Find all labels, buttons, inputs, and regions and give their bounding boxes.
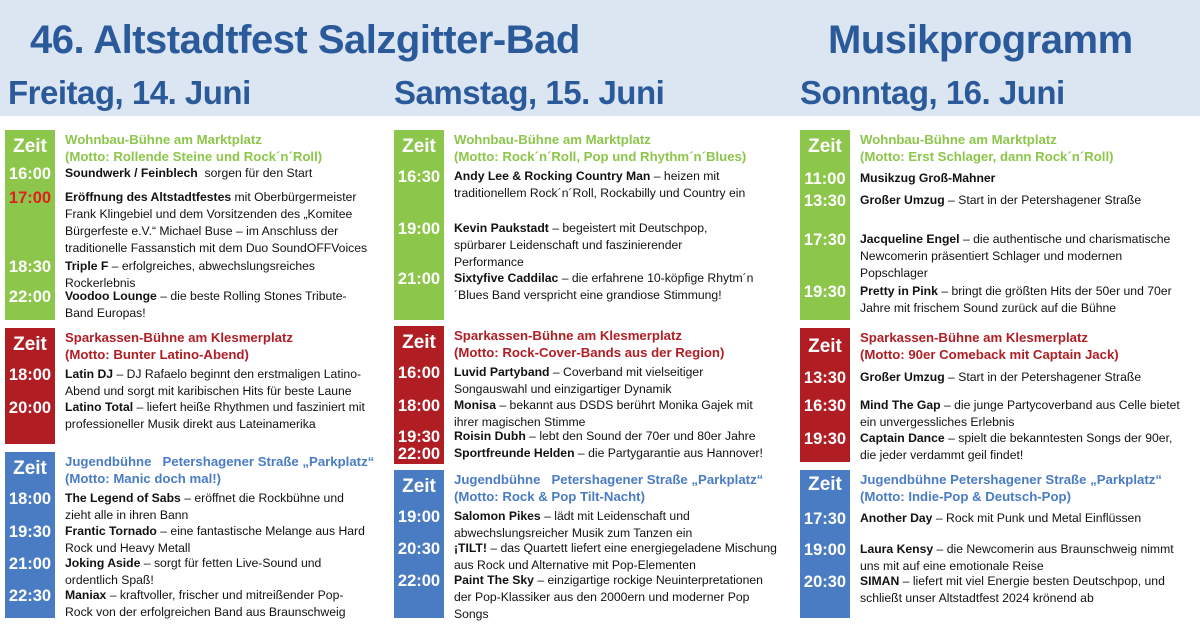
event-act: Sportfreunde Helden (454, 446, 575, 460)
event-text: – kraftvoller, frischer und mitreißender Pop-Rock von der erfolgreichen Band aus Braunschweig (65, 588, 346, 619)
event-description (860, 283, 1180, 317)
stage-name: Sparkassen-Bühne am Klesmerplatz (454, 328, 682, 343)
event-text: – die Newcomerin aus Braunschweig nimmt uns mit auf eine emotionale Reise (860, 542, 1174, 573)
stage-motto: (Motto: Rock-Cover-Bands aus der Region) (454, 345, 725, 360)
event-text: – spielt die bekanntesten Songs der 90er, die jeder verdammt geil findet! (860, 431, 1173, 462)
stage-motto: (Motto: Rollende Steine und Rock´n´Roll) (65, 149, 323, 164)
event-text: – einzigartige rockige Neuinterpretationen der Pop-Klassiker aus den 2000ern und moderner Pop Songs (454, 573, 763, 621)
day-title-sunday: Sonntag, 16. Juni (800, 74, 1065, 111)
event-text: – lädt mit Leidenschaft und abwechslungsreicher Musik zum Tanzen ein (454, 509, 693, 540)
event-description (860, 170, 1180, 187)
event-time: 19:30 (803, 283, 847, 301)
stage-motto: (Motto: Erst Schlager, dann Rock´n´Roll) (860, 149, 1114, 164)
event-act: Musikzug Groß-Mahner (860, 171, 996, 185)
stage-name: Jugendbühne Petershagener Straße „Parkplatz“ (65, 454, 375, 469)
event-act: Großer Umzug (860, 370, 945, 384)
event-text: – lebt den Sound der 70er und 80er Jahre (529, 429, 756, 443)
event-description (454, 540, 784, 574)
event-text: mit Oberbürgermeister Frank Klingebiel und dem Vorsitzenden des „Komitee Bürgerfeste e.V.“ Michael Buse – im Anschluss der traditionelle Fassanstich mit dem Duo SoundOFFVoices (65, 190, 368, 255)
event-text: – das Quartett liefert eine energiegeladene Mischung aus Rock und Alternative mit Pop-Elementen (454, 541, 777, 572)
zeit-header: Zeit (402, 476, 436, 497)
event-act: Pretty in Pink (860, 284, 938, 298)
event-text: – bringt die größten Hits der 50er und 70er Jahre mit frischem Sound zurück auf die Bühne (860, 284, 1172, 315)
event-time: 11:00 (804, 170, 846, 188)
event-act: Sixtyfive Caddilac (454, 271, 559, 285)
event-act: Salomon Pikes (454, 509, 541, 523)
event-time: 22:00 (397, 572, 441, 590)
event-act: Frantic Tornado (65, 524, 157, 538)
zeit-header: Zeit (402, 136, 436, 157)
event-act: Luvid Partyband (454, 365, 550, 379)
event-act: ¡TILT! (454, 541, 487, 555)
event-description (65, 189, 383, 257)
event-description (454, 508, 754, 542)
stage-name: Sparkassen-Bühne am Klesmerplatz (860, 330, 1088, 345)
stage-name: Wohnbau-Bühne am Marktplatz (454, 132, 651, 147)
event-text: – DJ Rafaelo beginnt den erstmaligen Latino-Abend und sorgt mit karibischen Hits für beste Laune (65, 367, 362, 398)
event-act: Another Day (860, 511, 933, 525)
event-description (65, 288, 365, 322)
event-description (65, 587, 370, 621)
event-time: 19:00 (397, 508, 441, 526)
stage-block-jugend (800, 470, 1192, 618)
event-description (454, 428, 784, 445)
event-time: 16:30 (803, 397, 847, 415)
zeit-header: Zeit (808, 474, 842, 495)
event-text: sorgen für den Start (204, 166, 313, 180)
event-text: – die Partygarantie aus Hannover! (577, 446, 763, 460)
zeit-header: Zeit (808, 336, 842, 357)
page-title: 46. Altstadtfest Salzgitter-Bad (30, 18, 580, 62)
event-act: Latin DJ (65, 367, 114, 381)
stage-name: Wohnbau-Bühne am Marktplatz (860, 132, 1057, 147)
event-time: 17:00 (8, 189, 52, 207)
stage-name: Jugendbühne Petershagener Straße „Parkplatz“ (454, 472, 764, 487)
event-description (65, 555, 355, 589)
event-time: 22:00 (8, 288, 52, 306)
event-description (860, 231, 1180, 282)
event-act: SIMAN (860, 574, 900, 588)
event-description (860, 510, 1180, 527)
event-time: 16:00 (8, 165, 52, 183)
event-text: – Rock mit Punk und Metal Einflüssen (935, 511, 1142, 525)
event-time: 18:00 (8, 490, 52, 508)
event-time: 17:30 (803, 510, 847, 528)
event-time: 19:30 (8, 523, 52, 541)
event-description (454, 572, 779, 623)
event-description (454, 364, 754, 398)
event-description (454, 445, 784, 462)
event-text: – Start in der Petershagener Straße (948, 370, 1142, 384)
event-description (860, 397, 1182, 431)
stage-motto: (Motto: Rock´n´Roll, Pop und Rhythm´n´Blues) (454, 149, 747, 164)
stage-block-wohnbau (5, 130, 390, 320)
event-act: Monisa (454, 398, 496, 412)
event-text: – Coverband mit vielseitiger Songauswahl und einzigartiger Dynamik (454, 365, 704, 396)
event-time: 22:30 (8, 587, 52, 605)
event-description (860, 541, 1180, 575)
event-act: The Legend of Sabs (65, 491, 181, 505)
event-description (454, 220, 744, 271)
event-description (65, 399, 375, 433)
event-time: 19:30 (803, 430, 847, 448)
event-time: 19:30 (397, 428, 441, 446)
event-act: Mind The Gap (860, 398, 941, 412)
event-text: – die authentische und charismatische Newcomerin präsentiert Schlager und modernen Popschlager (860, 232, 1171, 280)
stage-block-jugend (5, 452, 390, 618)
event-time: 19:00 (803, 541, 847, 559)
event-text: – eröffnet die Rockbühne und zieht alle in ihren Bann (65, 491, 344, 522)
event-text: – heizen mit traditionellem Rock´n´Roll, Rockabilly und Country ein (454, 169, 746, 200)
event-description (65, 523, 370, 557)
event-act: Großer Umzug (860, 193, 945, 207)
zeit-header: Zeit (808, 136, 842, 157)
stage-name: Sparkassen-Bühne am Klesmerplatz (65, 330, 293, 345)
event-act: Eröffnung des Altstadtfestes (65, 190, 232, 204)
event-time: 13:30 (803, 369, 847, 387)
day-title-friday: Freitag, 14. Juni (8, 74, 251, 111)
event-act: Soundwerk / Feinblech (65, 166, 198, 180)
event-description (454, 397, 764, 431)
event-act: Paint The Sky (454, 573, 534, 587)
stage-block-wohnbau (800, 130, 1192, 320)
stage-block-wohnbau (394, 130, 789, 320)
event-time: 21:00 (8, 555, 52, 573)
event-act: Voodoo Lounge (65, 289, 157, 303)
event-time: 16:00 (397, 364, 441, 382)
stage-block-jugend (394, 470, 789, 621)
event-text: – liefert heiße Rhythmen und fasziniert mit professioneller Musik direkt aus Lateinamerika (65, 400, 365, 431)
zeit-header: Zeit (402, 332, 436, 353)
event-time: 17:30 (803, 231, 847, 249)
event-description (860, 430, 1182, 464)
event-act: Joking Aside (65, 556, 141, 570)
event-time: 20:00 (8, 399, 52, 417)
event-text: – sorgt für fetten Live-Sound und ordentlich Spaß! (65, 556, 322, 587)
event-act: Triple F (65, 259, 109, 273)
event-text: – eine fantastische Melange aus Hard Rock und Heavy Metall (65, 524, 365, 555)
event-time: 21:00 (397, 270, 441, 288)
event-text: – bekannt aus DSDS berührt Monika Gajek mit ihrer magischen Stimme (454, 398, 753, 429)
event-act: Kevin Paukstadt (454, 221, 549, 235)
stage-name: Jugendbühne Petershagener Straße „Parkplatz“ (860, 472, 1162, 487)
event-text: – erfolgreiches, abwechslungsreiches Rockerlebnis (65, 259, 315, 290)
event-time: 19:00 (397, 220, 441, 238)
event-time: 20:30 (397, 540, 441, 558)
event-description (454, 168, 759, 202)
zeit-header: Zeit (13, 458, 47, 479)
event-description (65, 165, 385, 182)
page-subtitle: Musikprogramm (828, 18, 1133, 62)
event-time: 18:00 (397, 397, 441, 415)
event-text: – die junge Partycoverband aus Celle bietet ein unvergessliches Erlebnis (860, 398, 1180, 429)
event-text: – begeistert mit Deutschpop, spürbarer Leidenschaft und faszinierender Performance (454, 221, 708, 269)
event-description (65, 490, 370, 524)
stage-motto: (Motto: Manic doch mal!) (65, 471, 222, 486)
event-text: – die beste Rolling Stones Tribute-Band Europas! (65, 289, 347, 320)
event-act: Jacqueline Engel (860, 232, 960, 246)
event-description (65, 366, 375, 400)
event-description (454, 270, 754, 304)
stage-motto: (Motto: Bunter Latino-Abend) (65, 347, 249, 362)
stage-motto: (Motto: Indie-Pop & Deutsch-Pop) (860, 489, 1071, 504)
event-time: 22:00 (397, 445, 441, 463)
zeit-header: Zeit (13, 334, 47, 355)
event-time: 13:30 (803, 192, 847, 210)
day-title-saturday: Samstag, 15. Juni (394, 74, 665, 111)
event-act: Captain Dance (860, 431, 945, 445)
event-text: – liefert mit viel Energie besten Deutschpop, und schließt unser Altstadtfest 2024 krönend ab (860, 574, 1165, 605)
event-time: 18:00 (8, 366, 52, 384)
event-text: – die erfahrene 10-köpfige Rhytm´n´Blues Band verspricht eine grandiose Stimmung! (454, 271, 754, 302)
event-description (860, 369, 1180, 386)
stage-name: Wohnbau-Bühne am Marktplatz (65, 132, 262, 147)
event-text: – Start in der Petershagener Straße (948, 193, 1142, 207)
event-time: 16:30 (397, 168, 441, 186)
event-time: 20:30 (803, 573, 847, 591)
event-time: 18:30 (8, 258, 52, 276)
stage-block-sparkassen (5, 328, 390, 444)
event-act: Maniax (65, 588, 107, 602)
stage-block-sparkassen (800, 328, 1192, 462)
stage-motto: (Motto: Rock & Pop Tilt-Nacht) (454, 489, 645, 504)
event-act: Roisin Dubh (454, 429, 526, 443)
zeit-header: Zeit (13, 136, 47, 157)
event-act: Andy Lee & Rocking Country Man (454, 169, 651, 183)
event-act: Laura Kensy (860, 542, 934, 556)
event-description (860, 573, 1182, 607)
event-act: Latino Total (65, 400, 134, 414)
stage-block-sparkassen (394, 326, 789, 464)
event-description (860, 192, 1180, 209)
stage-motto: (Motto: 90er Comeback mit Captain Jack) (860, 347, 1119, 362)
event-description (65, 258, 365, 292)
